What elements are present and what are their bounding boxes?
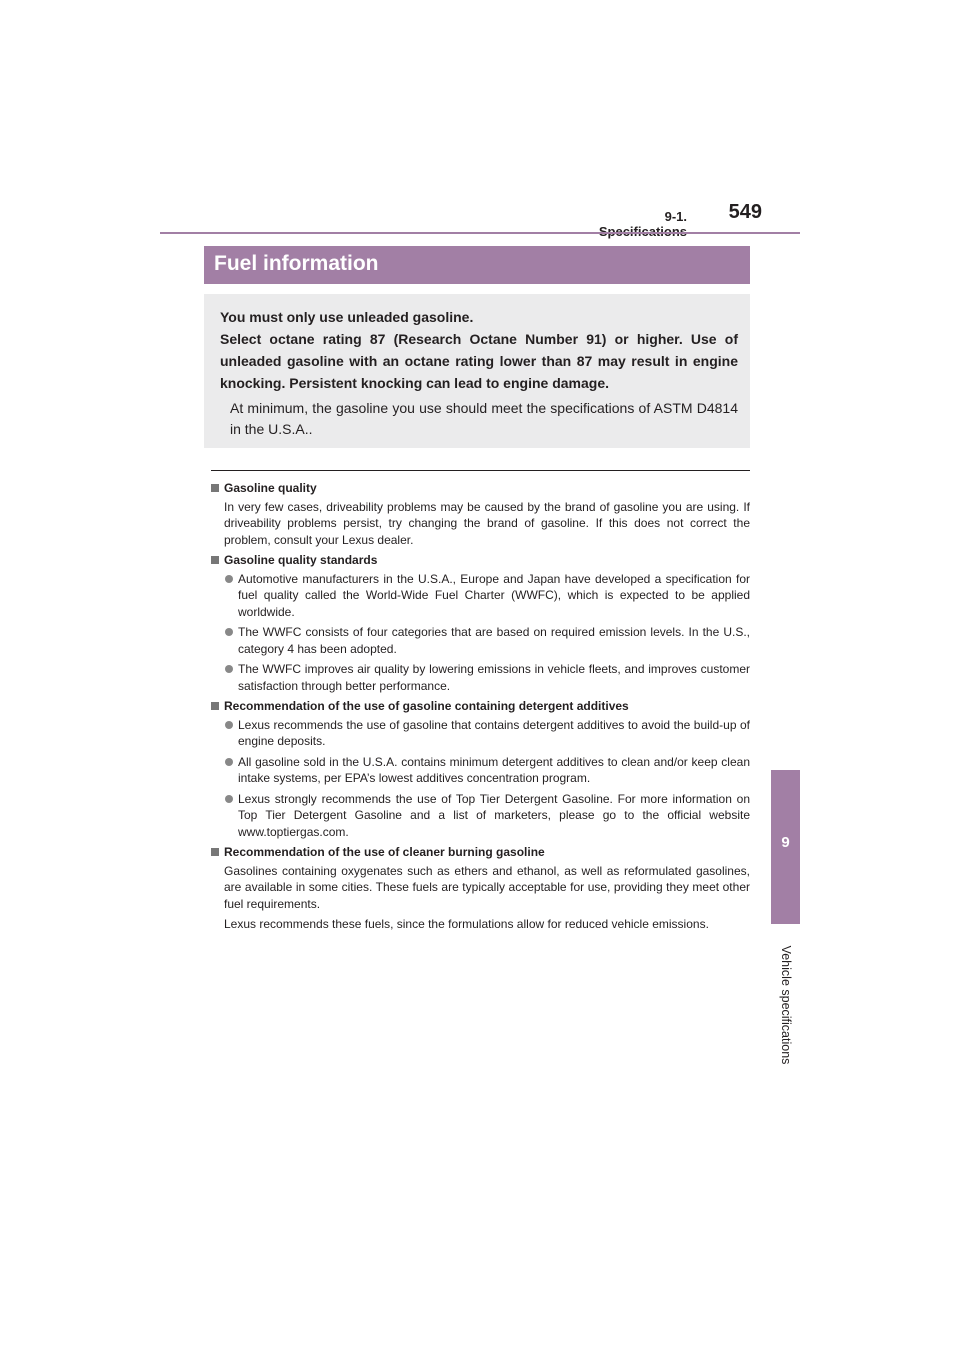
circle-bullet-icon — [225, 721, 233, 729]
list-item — [211, 791, 750, 841]
header-divider — [160, 232, 800, 234]
page-number: 549 — [728, 201, 762, 223]
paragraph: Lexus recommends these fuels, since the formulations allow for reduced vehicle emissions. — [224, 917, 709, 931]
body-divider — [211, 470, 750, 471]
list-item — [211, 717, 750, 750]
intro-line: Select octane rating 87 (Research Octane Number 91) or higher. Use of unleaded gasoline with an octane rating lower than 87 may result in engine knocking. Persistent knocking can lead to engine damage. — [220, 331, 738, 391]
chapter-number: 9 — [781, 834, 790, 851]
list-item-text: Lexus recommends the use of gasoline that contains detergent additives to avoid the build-up of engine deposits. — [238, 717, 750, 748]
square-bullet-icon — [211, 702, 219, 710]
list-item — [211, 571, 750, 621]
circle-bullet-icon — [225, 758, 233, 766]
list-item-text: The WWFC improves air quality by lowering emissions in vehicle fleets, and improves customer satisfaction through better performance. — [238, 662, 750, 693]
title-bar — [204, 246, 750, 284]
list-item — [211, 754, 750, 787]
section-heading — [211, 552, 750, 569]
section-heading-text: Recommendation of the use of gasoline containing detergent additives — [224, 699, 629, 713]
section-heading — [211, 844, 750, 861]
section-heading-text: Recommendation of the use of cleaner burning gasoline — [224, 845, 545, 859]
paragraph: In very few cases, driveability problems may be caused by the brand of gasoline you are using. If driveability problems persist, try changing the brand of gasoline. If this does not correct the problem, consult your Lexus dealer. — [224, 499, 750, 547]
content — [211, 480, 750, 933]
circle-bullet-icon — [225, 575, 233, 583]
list-item — [211, 624, 750, 657]
list-item-text: All gasoline sold in the U.S.A. contains minimum detergent additives to clean and/or keep clean intake systems, per EPA’s lowest additives concentration program. — [238, 754, 750, 785]
section-heading — [211, 480, 750, 497]
square-bullet-icon — [211, 848, 219, 856]
list-item — [211, 661, 750, 694]
circle-bullet-icon — [225, 628, 233, 636]
page-title: Fuel information — [214, 252, 379, 275]
intro-line: You must only use unleaded gasoline. — [220, 309, 474, 325]
section-title: 9-1. — [664, 209, 687, 224]
section-heading-text: Gasoline quality — [224, 481, 317, 495]
section-heading-text: Gasoline quality standards — [224, 553, 378, 567]
paragraph: Gasolines containing oxygenates such as ethers and ethanol, as well as reformulated gasolines, are available in some cities. These fuels are typically acceptable for use, providing they meet other fuel requirements. — [224, 863, 750, 911]
intro-box — [204, 294, 750, 448]
circle-bullet-icon — [225, 795, 233, 803]
list-item-text: Lexus strongly recommends the use of Top Tier Detergent Gasoline. For more information on Top Tier Detergent Gasoline and a list of marketers, please go to the official website www.toptiergas.com. — [238, 791, 750, 839]
square-bullet-icon — [211, 556, 219, 564]
list-item-text: The WWFC consists of four categories that are based on required emission levels. In the U.S., category 4 has been adopted. — [238, 625, 750, 656]
circle-bullet-icon — [225, 665, 233, 673]
square-bullet-icon — [211, 484, 219, 492]
section-heading — [211, 698, 750, 715]
chapter-label: Vehicle specifications — [779, 945, 793, 1065]
list-item-text: Automotive manufacturers in the U.S.A., Europe and Japan have developed a specification for fuel quality called the World-Wide Fuel Charter (WWFC), which is expected to be applied worldwide. — [238, 571, 750, 619]
intro-note: At minimum, the gasoline you use should meet the specifications of ASTM D4814 in the U.S.A.. — [230, 400, 738, 437]
